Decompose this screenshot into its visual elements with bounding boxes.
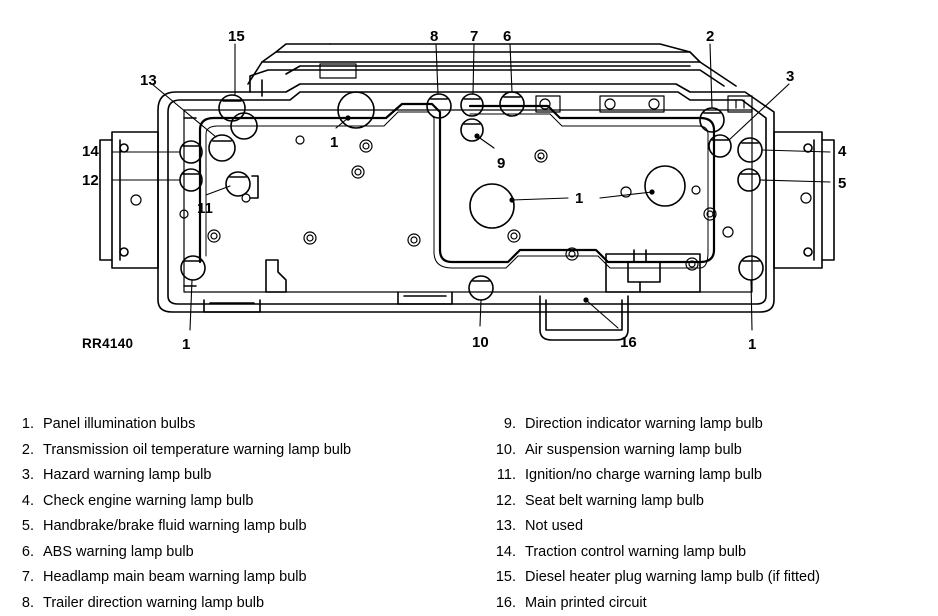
legend-number: 7. <box>8 565 34 591</box>
legend-label: ABS warning lamp bulb <box>43 540 194 566</box>
legend-item <box>8 412 478 438</box>
callout-7: 7 <box>470 28 478 45</box>
legend-number: 4. <box>8 489 34 515</box>
legend-column-right <box>490 412 938 616</box>
legend-item <box>490 463 938 489</box>
legend-item <box>490 412 938 438</box>
legend-item <box>8 540 478 566</box>
legend-label: Direction indicator warning lamp bulb <box>525 412 763 438</box>
legend-item <box>490 591 938 616</box>
callout-13: 13 <box>140 72 157 89</box>
legend-number: 12. <box>490 489 516 515</box>
callout-1-bottom-right: 1 <box>748 336 756 353</box>
callout-14: 14 <box>82 143 99 160</box>
legend-number: 14. <box>490 540 516 566</box>
legend-number: 15. <box>490 565 516 591</box>
legend-item <box>490 565 938 591</box>
legend-column-left <box>8 412 478 616</box>
callout-2: 2 <box>706 28 714 45</box>
legend-item <box>490 540 938 566</box>
callout-6: 6 <box>503 28 511 45</box>
legend-label: Hazard warning lamp bulb <box>43 463 211 489</box>
callout-4: 4 <box>838 143 846 160</box>
legend-number: 13. <box>490 514 516 540</box>
legend-label: Transmission oil temperature warning lamp bulb <box>43 438 351 464</box>
legend-number: 9. <box>490 412 516 438</box>
legend-number: 11. <box>490 463 516 489</box>
legend-label: Diesel heater plug warning lamp bulb (if fitted) <box>525 565 820 591</box>
legend-item <box>8 591 478 616</box>
callout-5: 5 <box>838 175 846 192</box>
legend-label: Handbrake/brake fluid warning lamp bulb <box>43 514 307 540</box>
legend-number: 2. <box>8 438 34 464</box>
callout-9: 9 <box>497 155 505 172</box>
legend-label: Panel illumination bulbs <box>43 412 195 438</box>
callout-11: 11 <box>197 200 213 217</box>
callout-1-top: 1 <box>330 134 338 151</box>
legend-label: Check engine warning lamp bulb <box>43 489 253 515</box>
callout-1-centre: 1 <box>575 190 583 207</box>
legend-item <box>8 463 478 489</box>
legend-item <box>490 514 938 540</box>
legend-item <box>490 438 938 464</box>
callout-12: 12 <box>82 172 99 189</box>
legend-label: Not used <box>525 514 583 540</box>
legend-label: Traction control warning lamp bulb <box>525 540 746 566</box>
legend-number: 5. <box>8 514 34 540</box>
legend-label: Trailer direction warning lamp bulb <box>43 591 264 616</box>
legend <box>0 412 938 602</box>
legend-label: Main printed circuit <box>525 591 647 616</box>
callout-3: 3 <box>786 68 794 85</box>
legend-number: 3. <box>8 463 34 489</box>
legend-item <box>8 489 478 515</box>
legend-number: 1. <box>8 412 34 438</box>
callout-8: 8 <box>430 28 438 45</box>
legend-number: 6. <box>8 540 34 566</box>
callout-15: 15 <box>228 28 245 45</box>
legend-label: Headlamp main beam warning lamp bulb <box>43 565 307 591</box>
legend-item <box>8 514 478 540</box>
callout-10: 10 <box>472 334 489 351</box>
legend-label: Air suspension warning lamp bulb <box>525 438 742 464</box>
legend-item <box>490 489 938 515</box>
legend-label: Ignition/no charge warning lamp bulb <box>525 463 762 489</box>
legend-label: Seat belt warning lamp bulb <box>525 489 704 515</box>
drawing-code: RR4140 <box>82 336 133 351</box>
legend-number: 8. <box>8 591 34 616</box>
legend-item <box>8 438 478 464</box>
callout-1-bottom-left: 1 <box>182 336 190 353</box>
legend-number: 16. <box>490 591 516 616</box>
legend-item <box>8 565 478 591</box>
callout-16: 16 <box>620 334 637 351</box>
legend-number: 10. <box>490 438 516 464</box>
